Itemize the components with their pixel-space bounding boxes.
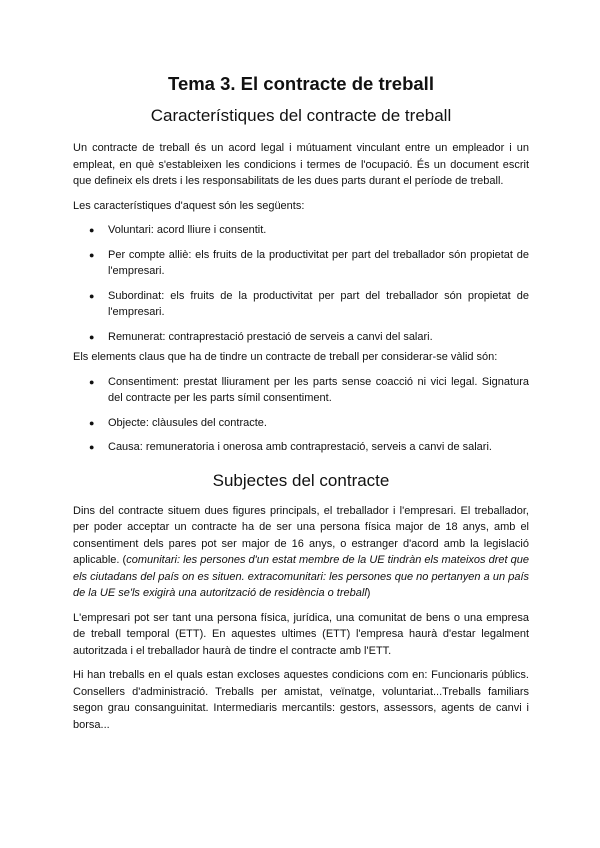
subjects-paragraph-3: Hi han treballs en el quals estan excloses aquestes condicions com en: Funcionaris públics. Consellers d'administració. Treballs per amistat, veïnatge, voluntariat...Treballs familiars segon grau consanguinitat. Intermediaris mercantils: gestors, assessors, agents de canvi i borsa... [73, 669, 529, 731]
list-item [73, 247, 529, 280]
list-item-text: Objecte: clàusules del contracte. [108, 416, 267, 429]
subjects-close-paren: ) [366, 587, 371, 599]
bullet-icon: ● [89, 417, 95, 428]
list-item [73, 288, 529, 321]
section-heading-characteristics: Característiques del contracte de treball [150, 106, 452, 125]
bullet-icon: ● [89, 249, 95, 260]
intro-paragraph: Un contracte de treball és un acord legal i mútuament vinculant entre un empleador i un empleat, en què s'estableixen les condicions i termes de l'ocupació. És un document escrit que defineix els drets i les responsabilitats de les dues parts durant el període de treball. [73, 142, 529, 187]
subjects-paragraph-1 [73, 503, 529, 602]
list-item-text: Subordinat: els fruits de la productivitat per part del treballador són propietat de l'empresari. [108, 289, 529, 318]
subjects-paragraph-2: L'empresari pot ser tant una persona física, jurídica, una comunitat de bens o una empresa de treball temporal (ETT). En aquestes ultimes (ETT) l'empresa haurà d'estar legalment autoritzada i el treballador haurà de tindre el contracte amb l'ETT. [73, 611, 529, 657]
key-elements-list [73, 374, 529, 456]
list-item [73, 439, 529, 456]
bullet-icon: ● [89, 442, 95, 452]
list-item [73, 329, 529, 346]
page-title: Tema 3. El contracte de treball [168, 73, 434, 94]
characteristics-list [73, 222, 529, 345]
list-item-text: Consentiment: prestat lliurament per les parts sense coacció ni vici legal. Signatura del contracte per les parts símil consentiment. [108, 375, 529, 404]
bullet-icon: ● [89, 331, 95, 342]
list-item-text: Remunerat: contraprestació prestació de serveis a canvi del salari. [108, 330, 433, 343]
subjects-italic-note: comunitari: les persones d'un estat membre de la UE tindràn els mateixos dret que els ciutadans del país on es situen. extracomunitari: les persones que no pertanyen a un país de la UE se'ls exigirà una autorització de residència o treball [73, 554, 529, 599]
subjects-text: Dins del contracte situem dues figures principals, el treballador i l'empresari. El treballador, per poder acceptar un contracte ha de ser una persona física major de 18 anys, amb el consentiment dels pares pot ser major de 16 anys, o estranger d'acord amb la legislació aplicable. ( [73, 504, 529, 566]
list-item [73, 222, 529, 239]
bullet-icon: ● [89, 290, 95, 301]
list-item-text: Causa: remuneratoria i onerosa amb contraprestació, serveis a canvi de salari. [108, 441, 492, 453]
list-item [73, 415, 529, 432]
elements-lead: Els elements claus que ha de tindre un contracte de treball per considerar-se vàlid són: [73, 351, 498, 363]
characteristics-lead: Les característiques d'aquest són les següents: [73, 199, 305, 212]
bullet-icon: ● [89, 225, 95, 235]
list-item-text: Per compte alliè: els fruits de la productivitat per part del treballador són propietat de l'empresari. [108, 248, 529, 277]
list-item-text: Voluntari: acord lliure i consentit. [108, 224, 267, 236]
list-item [73, 374, 529, 407]
bullet-icon: ● [89, 376, 95, 387]
section-heading-subjects: Subjectes del contracte [212, 470, 390, 490]
